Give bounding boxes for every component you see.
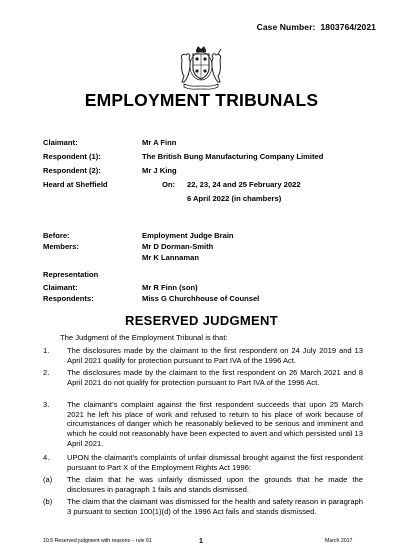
respondent1-value: The British Bung Manufacturing Company Limited <box>142 152 324 161</box>
footer-form-reference: 10.5 Reserved judgment with reasons – rule 61 <box>43 538 152 544</box>
respondent2-value: Mr J King <box>142 166 177 175</box>
case-number-value: 1803764/2021 <box>320 22 376 32</box>
document-title: EMPLOYMENT TRIBUNALS <box>84 90 319 110</box>
royal-crest-icon <box>176 44 226 90</box>
item-text: The disclosures made by the claimant to the first respondent on 26 March 2021 and 8 April 2021 do not qualify for protection pursuant to Part IVA of the 1996 Act. <box>67 368 363 387</box>
judgment-title: RESERVED JUDGMENT <box>125 313 278 328</box>
item-marker: 2. <box>43 368 50 377</box>
representation-heading: Representation <box>43 270 99 279</box>
judgment-item-4b <box>43 497 363 516</box>
claimant-value: Mr A Finn <box>142 138 177 147</box>
case-number-label: Case Number: <box>256 22 316 32</box>
members-label: Members: <box>43 242 79 251</box>
rep-respondents-label: Respondents: <box>43 294 94 303</box>
item-text: The disclosures made by the claimant to the first respondent on 24 July 2019 and 13 April 2021 qualify for protection pursuant to Part IVA of the 1996 Act. <box>67 346 363 365</box>
hearing-dates-line1: 22, 23, 24 and 25 February 2022 <box>187 180 301 189</box>
item-text: The claimant’s complaint against the first respondent succeeds that upon 25 March 2021 he left his place of work and refused to return to his place of work because of circumstances of danger which he reasonably believed to be serious and imminent and which he could not reasonably have been expected to avert and which persisted until 13 April 2021. <box>67 400 363 448</box>
judgment-item-2 <box>43 368 363 387</box>
page-number: 1 <box>199 538 203 545</box>
footer-date: March 2017 <box>325 538 353 544</box>
heard-at-label: Heard at Sheffield <box>43 180 108 189</box>
item-marker: (b) <box>43 497 53 506</box>
item-text: The claim that he was unfairly dismissed upon the grounds that he made the disclosures in paragraph 1 fails and stands dismissed. <box>67 475 363 494</box>
item-text: The claim that the claimant was dismissed for the health and safety reason in paragraph 3 pursuant to section 100(1)(d) of the 1996 Act fails and stands dismissed. <box>67 497 363 516</box>
member-2: Mr K Lannaman <box>142 253 199 262</box>
item-marker: 1. <box>43 346 50 355</box>
case-number <box>257 22 376 32</box>
judgment-item-1 <box>43 346 363 365</box>
judgment-item-4 <box>43 453 363 472</box>
hearing-dates-line2: 6 April 2022 (in chambers) <box>187 194 282 203</box>
before-label: Before: <box>43 231 70 240</box>
member-1: Mr D Dorman-Smith <box>142 242 214 251</box>
before-value: Employment Judge Brain <box>142 231 234 240</box>
respondent2-label: Respondent (2): <box>43 166 101 175</box>
item-marker: 3. <box>43 400 50 409</box>
item-text: UPON the claimant’s complaints of unfair dismissal brought against the first respondent pursuant to Part X of the Employment Rights Act 1996: <box>67 453 363 472</box>
respondent1-label: Respondent (1): <box>43 152 101 161</box>
judgment-item-4a <box>43 475 363 494</box>
rep-claimant-label: Claimant: <box>43 283 78 292</box>
on-label: On: <box>162 180 176 189</box>
judgment-intro: The Judgment of the Employment Tribunal is that: <box>60 333 228 342</box>
item-marker: (a) <box>43 475 53 484</box>
item-marker: 4. <box>43 453 50 462</box>
rep-claimant-value: Mr R Finn (son) <box>142 283 198 292</box>
judgment-item-3 <box>43 400 363 449</box>
claimant-label: Claimant: <box>43 138 78 147</box>
rep-respondents-value: Miss G Churchhouse of Counsel <box>142 294 260 303</box>
